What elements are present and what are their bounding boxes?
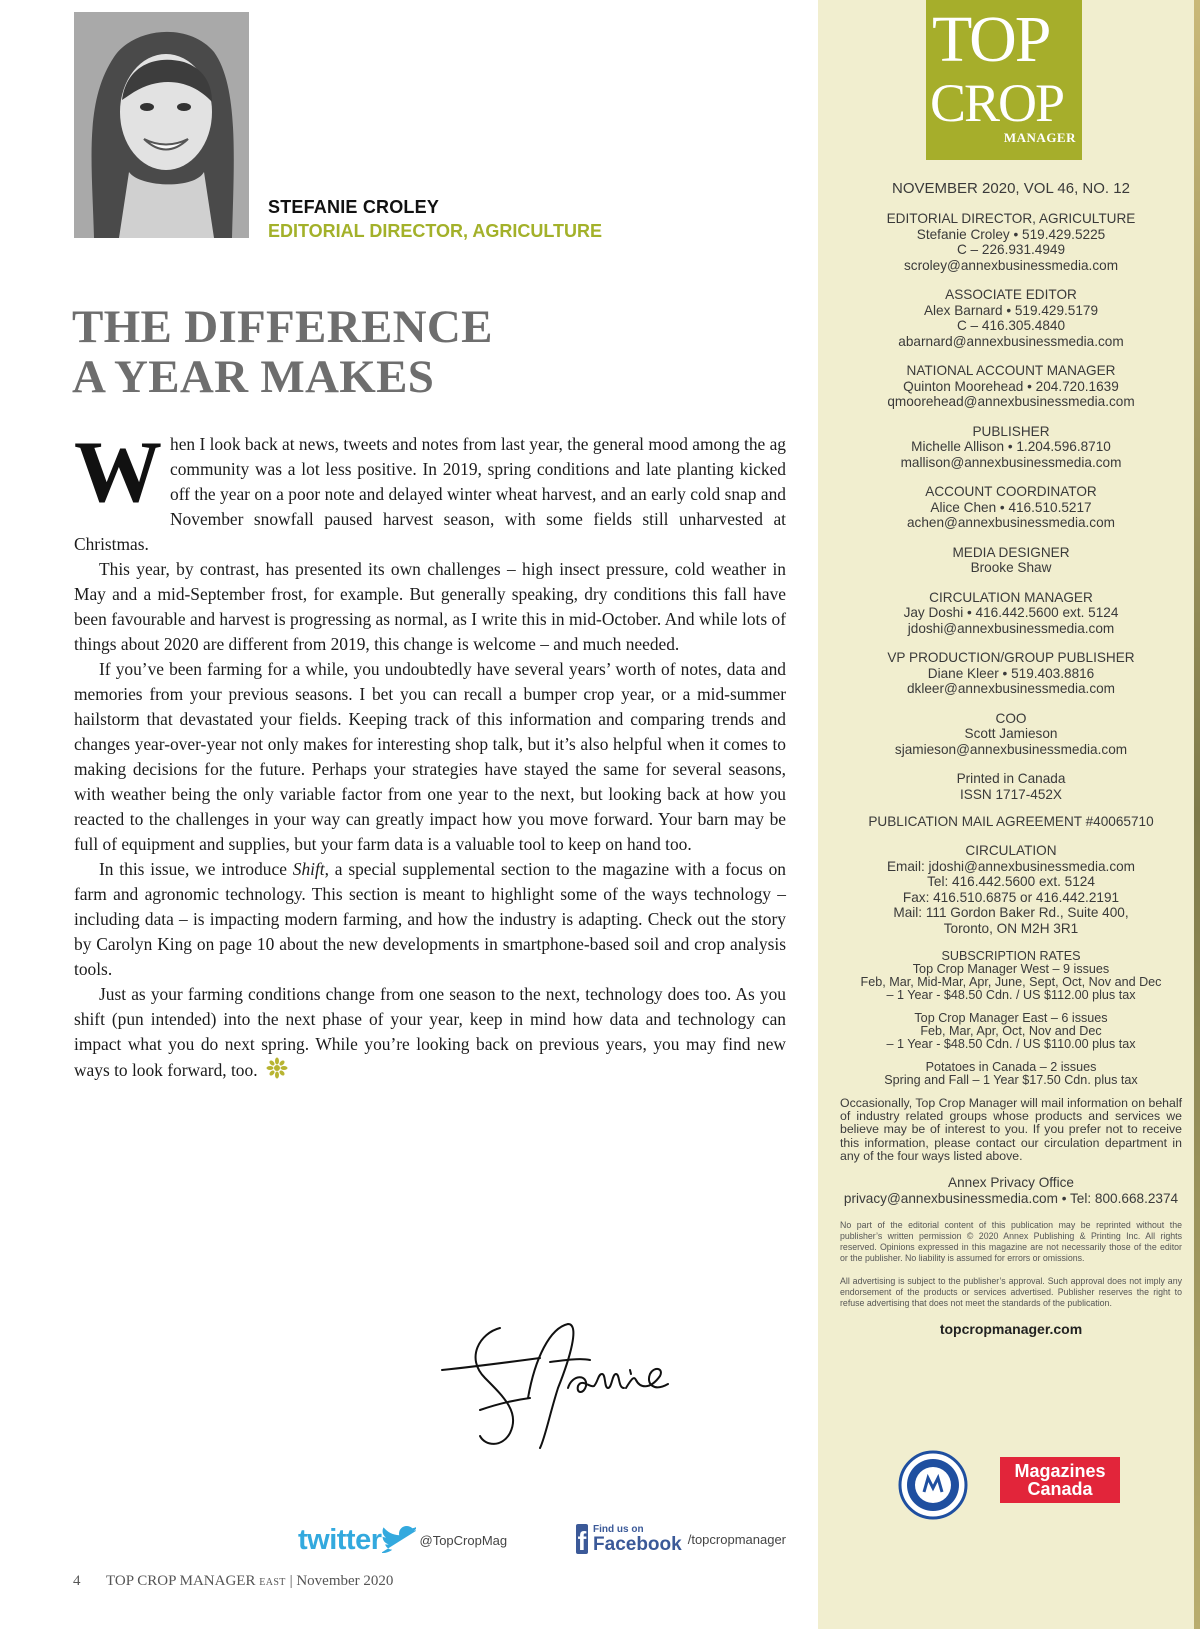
author-name: STEFANIE CROLEY — [268, 197, 440, 217]
contact-line: Scott Jamieson — [964, 726, 1058, 741]
facebook-word: Facebook — [593, 1533, 682, 1555]
facebook-wordmark — [593, 1525, 682, 1554]
drop-cap: W — [74, 424, 162, 521]
issn-line: ISSN 1717-452X — [959, 786, 1063, 802]
contact-line: Michelle Allison • 1.204.596.8710 — [911, 439, 1111, 454]
headline-line-1: THE DIFFERENCE — [72, 301, 493, 353]
rate-line: Feb, Mar, Apr, Oct, Nov and Dec — [920, 1024, 1102, 1038]
twitter-handle: @TopCropMag — [419, 1532, 508, 1548]
twitter-bird-icon — [382, 1526, 416, 1554]
rate-line: Feb, Mar, Mid-Mar, Apr, June, Sept, Oct, Nov and Dec — [860, 975, 1162, 989]
sidebar-edge — [1194, 0, 1200, 1629]
article-paragraph-1 — [74, 424, 786, 557]
contact-email: abarnard@annexbusinessmedia.com — [898, 333, 1124, 349]
masthead-account — [840, 484, 1182, 531]
rates-east — [840, 1012, 1182, 1051]
privacy-office — [840, 1175, 1182, 1206]
copyright-notice: No part of the editorial content of this publication may be reprinted without the publisher’s written permission © 2020 Annex Publishing & Printing Inc. All rights reserved. Opinions expressed in this magazine are not necessarily those of the editor or the publisher. No liability is assumed for errors or omissions. — [840, 1220, 1182, 1264]
contact-line: Stefanie Croley • 519.429.5225 — [916, 226, 1106, 242]
advertising-notice: All advertising is subject to the publisher’s approval. Such approval does not imply any endorsement of the products or services advertised. Publisher reserves the right to refuse advertising that does not meet the standards of the publication. — [840, 1276, 1182, 1309]
masthead-publisher — [840, 424, 1182, 471]
rate-line: Spring and Fall – 1 Year $17.50 Cdn. plus tax — [884, 1073, 1138, 1087]
contact-line: Email: jdoshi@annexbusinessmedia.com — [886, 858, 1136, 874]
role-title: NATIONAL ACCOUNT MANAGER — [906, 363, 1116, 378]
issue-line: NOVEMBER 2020, VOL 46, NO. 12 — [892, 180, 1130, 197]
contact-email: scroley@annexbusinessmedia.com — [903, 257, 1119, 273]
facebook-link[interactable] — [576, 1519, 786, 1559]
masthead — [840, 180, 1182, 1337]
footer-separator: | — [289, 1573, 293, 1589]
contact-line: Quinton Moorehead • 204.720.1639 — [903, 378, 1119, 394]
contact-email: mallison@annexbusinessmedia.com — [900, 454, 1122, 470]
contact-email: achen@annexbusinessmedia.com — [906, 515, 1115, 530]
contact-line: Brooke Shaw — [970, 560, 1052, 575]
page-title — [72, 302, 792, 402]
logo-manager-text: MANAGER — [1003, 130, 1076, 145]
contact-line: C – 226.931.4949 — [956, 242, 1066, 257]
role-title: MEDIA DESIGNER — [952, 544, 1070, 560]
facebook-find-us: Find us on — [593, 1523, 644, 1535]
contact-line: Fax: 416.510.6875 or 416.442.2191 — [902, 889, 1120, 905]
contact-email: jdoshi@annexbusinessmedia.com — [907, 620, 1115, 636]
privacy-title: Annex Privacy Office — [948, 1175, 1074, 1191]
role-title: COO — [995, 710, 1027, 726]
author-title: EDITORIAL DIRECTOR, AGRICULTURE — [268, 221, 603, 241]
contact-line: Jay Doshi • 416.442.5600 ext. 5124 — [903, 605, 1119, 620]
article-paragraph-1-text: hen I look back at news, tweets and notes from last year, the general mood among the ag community was a lot less positive. In 2019, spring conditions and late planting kicked off the year on a poor note and delayed winter wheat harvest, and an early cold snap and November snowfall paused harvest season, with some fields still unharvested at Christmas. — [74, 434, 786, 554]
printed-line: Printed in Canada — [956, 771, 1066, 786]
contact-email: dkleer@annexbusinessmedia.com — [907, 681, 1115, 696]
wheat-end-mark-icon — [266, 1057, 288, 1079]
author-signature — [440, 1318, 670, 1450]
page-number: 4 — [73, 1573, 81, 1589]
article-paragraph-2: This year, by contrast, has presented its own challenges – high insect pressure, cold weather in May and a mid-September frost, for example. But generally speaking, dry conditions this fall have been favourable and harvest is progressing as normal, as I write this in mid-October. And while lots of things about 2020 are different from 2019, this change is welcome – and much needed. — [74, 559, 786, 654]
article-paragraph-3: If you’ve been farming for a while, you undoubtedly have several years’ worth of notes, data and memories from your previous seasons. I bet you can recall a bumper crop year, or a mid-summer hailstorm that devastated your fields. Keeping track of this information and comparing trends and changes year-over-year not only makes for interesting shop talk, but it’s also helpful when it comes to making decisions for the future. Perhaps your strategies have stayed the same for several seasons, with weather being the only variable factor from one year to the next, but looking back at how you reacted to the challenges in your way can greatly impact how you move forward. Your barn may be full of equipment and supplies, but your farm data is a valuable tool to keep on hand too. — [74, 659, 786, 854]
contact-line: Tel: 416.442.5600 ext. 5124 — [927, 874, 1095, 889]
publication-mail-agreement: PUBLICATION MAIL AGREEMENT #40065710 — [868, 814, 1154, 829]
article-paragraph-5 — [74, 982, 786, 1083]
contact-line: C – 416.305.4840 — [956, 318, 1066, 333]
role-title: ACCOUNT COORDINATOR — [925, 484, 1097, 499]
masthead-designer — [840, 545, 1182, 576]
logo-top-text: TOP — [932, 3, 1050, 76]
rate-line: Potatoes in Canada – 2 issues — [925, 1060, 1097, 1074]
article-body — [74, 424, 786, 1083]
role-title: VP PRODUCTION/GROUP PUBLISHER — [887, 650, 1135, 665]
masthead-associate — [840, 287, 1182, 349]
footer-date: November 2020 — [296, 1573, 394, 1589]
magazines-canada-line-2: Canada — [1027, 1479, 1093, 1499]
magazines-canada-logo — [1000, 1457, 1120, 1503]
masthead-coo — [840, 711, 1182, 758]
mailing-notice: Occasionally, Top Crop Manager will mail information on behalf of industry related groups whose products and services we believe may be of interest to you. If you prefer not to receive this information, please contact our circulation department in any of the four ways listed above. — [840, 1096, 1182, 1163]
contact-email: sjamieson@annexbusinessmedia.com — [894, 741, 1128, 757]
magazines-canada-line-1: Magazines — [1014, 1461, 1106, 1481]
rates-potatoes — [840, 1061, 1182, 1087]
privacy-contact: privacy@annexbusinessmedia.com • Tel: 800.668.2374 — [843, 1190, 1179, 1206]
rate-line: Top Crop Manager East – 6 issues — [914, 1011, 1108, 1025]
masthead-printed — [840, 771, 1182, 802]
website-link[interactable]: topcropmanager.com — [939, 1321, 1083, 1338]
role-title: ASSOCIATE EDITOR — [945, 287, 1077, 302]
masthead-circulation-manager — [840, 590, 1182, 637]
contact-line: Mail: 111 Gordon Baker Rd., Suite 400, — [893, 905, 1129, 920]
twitter-link[interactable] — [298, 1522, 518, 1558]
role-title: CIRCULATION — [965, 843, 1057, 858]
rate-line: – 1 Year - $48.50 Cdn. / US $112.00 plus tax — [886, 988, 1136, 1002]
facebook-handle: /topcropmanager — [687, 1531, 786, 1547]
masthead-vp — [840, 650, 1182, 697]
author-photo — [74, 12, 249, 238]
footer-edition: EAST — [259, 1577, 286, 1588]
logo-crop-text: CROP — [930, 73, 1064, 133]
rate-line: – 1 Year - $48.50 Cdn. / US $110.00 plus tax — [886, 1037, 1136, 1051]
role-title: CIRCULATION MANAGER — [929, 589, 1093, 605]
top-crop-manager-logo — [926, 0, 1082, 160]
masthead-circulation — [840, 843, 1182, 936]
article-paragraph-5-text: Just as your farming conditions change from one season to the next, technology does too. As you shift (pun intended) into the next phase of your year, keep in mind how data and technology can impact what you do next spring. While you’re looking back on previous years, you may find new ways to look forward, too. — [74, 984, 786, 1080]
contact-line: Alice Chen • 416.510.5217 — [930, 499, 1092, 515]
audit-seal-icon — [898, 1450, 968, 1520]
masthead-national — [840, 363, 1182, 410]
rate-line: Top Crop Manager West – 9 issues — [912, 962, 1110, 976]
contact-line: Alex Barnard • 519.429.5179 — [923, 302, 1099, 318]
shift-title: Shift — [292, 859, 325, 879]
contact-email: qmoorehead@annexbusinessmedia.com — [887, 394, 1135, 409]
masthead-editorial — [840, 211, 1182, 273]
contact-line: Diane Kleer • 519.403.8816 — [927, 665, 1095, 681]
rates-west — [840, 963, 1182, 1002]
headline-line-2: A YEAR MAKES — [72, 351, 435, 403]
footer-magazine: TOP CROP MANAGER — [105, 1573, 256, 1589]
article-paragraph-4-end: , a special supplemental section to the magazine with a focus on farm and agronomic technology. This section is meant to highlight some of the ways technology – including data – is impacting modern farming, and how the industry is adapting. Check out the story by Carolyn King on page 10 about the new developments in smartphone-based soil and crop analysis tools. — [74, 859, 786, 979]
facebook-icon: f — [577, 1526, 587, 1554]
article-paragraph-4 — [74, 857, 786, 982]
role-title: EDITORIAL DIRECTOR, AGRICULTURE — [886, 211, 1136, 226]
contact-line: Toronto, ON M2H 3R1 — [943, 920, 1079, 936]
subscription-rates-heading: SUBSCRIPTION RATES — [941, 949, 1081, 963]
page-footer — [73, 1573, 393, 1590]
twitter-wordmark: twitter — [298, 1523, 382, 1556]
article-paragraph-4-start: In this issue, we introduce — [99, 859, 293, 879]
role-title: PUBLISHER — [972, 423, 1050, 439]
